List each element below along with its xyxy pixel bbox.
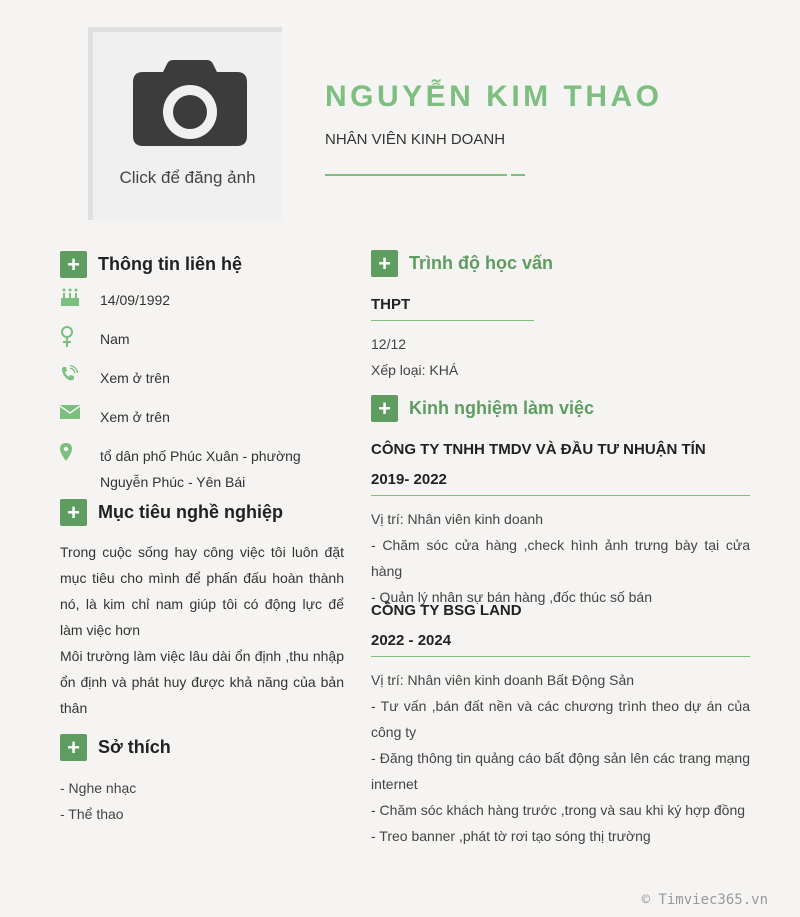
photo-caption: Click để đăng ảnh xyxy=(119,168,256,187)
candidate-position: NHÂN VIÊN KINH DOANH xyxy=(325,131,506,148)
plus-icon[interactable]: + xyxy=(60,251,87,278)
job-line: - Quản lý nhân sự bán hàng ,đốc thúc số bán xyxy=(371,589,653,605)
section-hobbies-header xyxy=(60,734,171,761)
section-objective-header xyxy=(60,499,283,526)
divider xyxy=(371,320,534,321)
divider xyxy=(371,656,750,657)
section-title: Mục tiêu nghề nghiệp xyxy=(98,502,283,522)
address-line: Nguyễn Phúc - Yên Bái xyxy=(100,474,246,490)
job-line: - Tư vấn ,bán đất nền và các chương trình theo dự án của công ty xyxy=(371,698,750,740)
phone-value: Xem ở trên xyxy=(100,370,170,386)
gender-value: Nam xyxy=(100,331,130,347)
camera-icon xyxy=(133,60,247,146)
plus-icon[interactable]: + xyxy=(60,734,87,761)
divider xyxy=(325,174,507,176)
job-description xyxy=(371,667,750,849)
section-title: Trình độ học vấn xyxy=(409,253,554,273)
contact-gender xyxy=(60,326,130,352)
job-line: - Đăng thông tin quảng cáo bất động sản lên các trang mạng internet xyxy=(371,750,750,792)
job-line: Vị trí: Nhân viên kinh doanh Bất Động Sản xyxy=(371,672,635,688)
divider xyxy=(371,495,750,496)
objective-paragraph: Môi trường làm việc lâu dài ổn định ,thu nhập ổn định và phát huy được khả năng của bản thân xyxy=(60,648,344,716)
education-rank: Xếp loại: KHÁ xyxy=(371,362,459,378)
hobby-list xyxy=(60,775,136,827)
footer-credit[interactable]: © Timviec365.vn xyxy=(641,892,768,908)
section-title: Kinh nghiệm làm việc xyxy=(409,398,595,418)
company-name: CÔNG TY BSG LAND xyxy=(371,602,522,619)
hobby-item: - Nghe nhạc xyxy=(60,780,137,796)
contact-birthday xyxy=(60,287,170,313)
cake-icon xyxy=(60,287,80,307)
divider xyxy=(511,174,525,176)
job-period: 2022 - 2024 xyxy=(371,632,452,649)
objective-paragraph: Trong cuộc sống hay công việc tôi luôn đặt mục tiêu cho mình để phấn đấu hoàn thành nó, là kim chỉ nam giúp tôi có động lực để làm việc hơn xyxy=(60,544,344,638)
female-icon xyxy=(60,326,74,348)
job-period: 2019- 2022 xyxy=(371,471,447,488)
plus-icon[interactable]: + xyxy=(60,499,87,526)
section-title: Thông tin liên hệ xyxy=(98,254,242,274)
contact-address xyxy=(60,443,301,495)
email-value: Xem ở trên xyxy=(100,409,170,425)
location-pin-icon xyxy=(60,443,72,461)
section-experience-header xyxy=(371,395,594,422)
birthday-value: 14/09/1992 xyxy=(100,292,171,308)
section-contact-header xyxy=(60,251,242,278)
address-line: tổ dân phố Phúc Xuân - phường xyxy=(100,448,301,464)
job-line: Vị trí: Nhân viên kinh doanh xyxy=(371,511,543,527)
hobby-item: - Thể thao xyxy=(60,806,124,822)
job-line: - Chăm sóc cửa hàng ,check hình ảnh trưng bày tại cửa hàng xyxy=(371,537,750,579)
education-grade: 12/12 xyxy=(371,336,407,352)
envelope-icon xyxy=(60,404,80,420)
school-name: THPT xyxy=(371,296,411,313)
plus-icon[interactable]: + xyxy=(371,395,398,422)
objective-text xyxy=(60,539,344,721)
company-name: CÔNG TY TNHH TMDV VÀ ĐẦU TƯ NHUẬN TÍN xyxy=(371,441,706,458)
phone-icon xyxy=(60,365,78,383)
candidate-name: NGUYỄN KIM THAO xyxy=(325,80,663,113)
job-description xyxy=(371,506,750,610)
contact-phone xyxy=(60,365,170,391)
photo-upload[interactable] xyxy=(88,27,282,220)
job-line: - Chăm sóc khách hàng trước ,trong và sau khi ký hợp đồng xyxy=(371,802,746,818)
contact-email xyxy=(60,404,170,430)
job-line: - Treo banner ,phát tờ rơi tạo sóng thị trường xyxy=(371,828,651,844)
section-education-header xyxy=(371,250,553,277)
section-title: Sở thích xyxy=(98,737,171,757)
education-details xyxy=(371,331,458,383)
plus-icon[interactable]: + xyxy=(371,250,398,277)
